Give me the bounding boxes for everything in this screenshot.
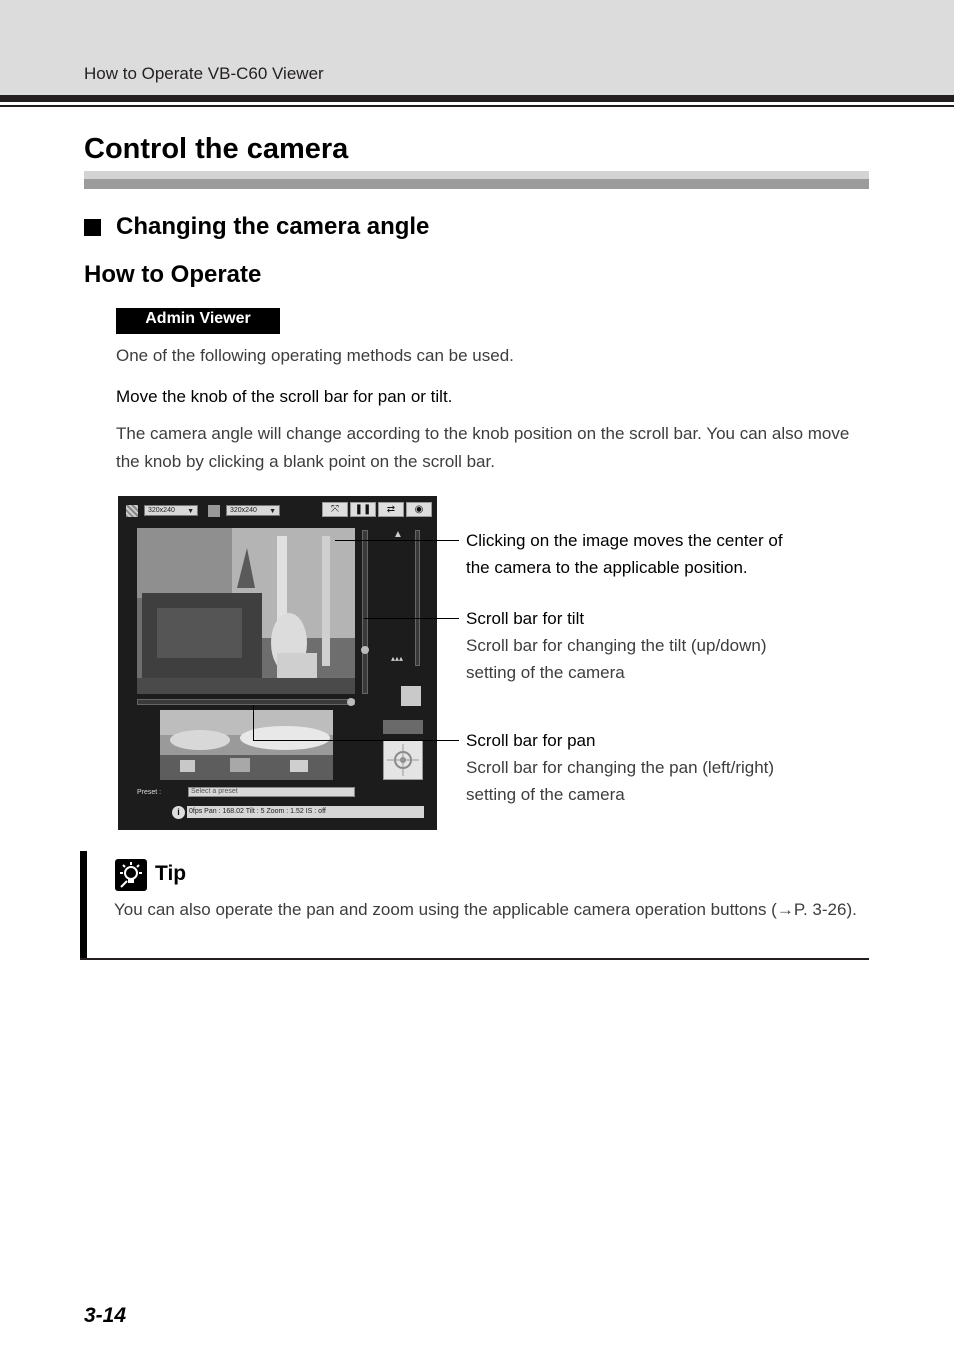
- backlight-icon[interactable]: [401, 686, 421, 706]
- pause-button[interactable]: [350, 502, 376, 517]
- page-title: Control the camera: [84, 133, 349, 165]
- tilt-callout-line1: Scroll bar for changing the tilt (up/down): [466, 636, 767, 655]
- pan-callout-line2: setting of the camera: [466, 785, 625, 804]
- description-paragraph: The camera angle will change according to the knob position on the scroll bar. You can also move the knob by clicking a blank point on the scroll bar.: [116, 424, 850, 471]
- tilt-callout-title: Scroll bar for tilt: [466, 609, 585, 628]
- preset-placeholder: Select a preset: [191, 788, 238, 795]
- chevron-down-icon: ▼: [187, 508, 194, 515]
- page-number: 3-14: [84, 1304, 127, 1327]
- pan-callout: [466, 727, 774, 808]
- display-size-select[interactable]: [226, 505, 280, 516]
- video-size-select[interactable]: [144, 505, 198, 516]
- swap-button[interactable]: [378, 502, 404, 517]
- pan-callout-line-vertical: [253, 705, 254, 741]
- square-bullet-icon: [84, 219, 101, 236]
- office-scene-image: [137, 528, 355, 694]
- pause-icon: ❚❚: [354, 504, 372, 515]
- tip-text: You can also operate the pan and zoom using the applicable camera operation buttons (→P. 3-26).: [114, 900, 857, 919]
- pan-scroll-knob[interactable]: [347, 698, 355, 706]
- tilt-callout-line2: setting of the camera: [466, 663, 625, 682]
- tilt-callout: [466, 605, 767, 686]
- tip-bottom-rule: [80, 958, 869, 960]
- ptz-status-box: [383, 720, 423, 734]
- panorama-image[interactable]: [160, 710, 333, 780]
- preset-select[interactable]: [188, 787, 355, 797]
- image-callout-line: [335, 540, 459, 541]
- header-rule-thick: [0, 95, 954, 102]
- step-paragraph: Move the knob of the scroll bar for pan or tilt.: [116, 387, 453, 406]
- image-callout-line2: the camera to the applicable position.: [466, 558, 748, 577]
- tip-left-bar: [80, 851, 87, 960]
- display-size-icon: [208, 505, 220, 517]
- pan-scroll-bar[interactable]: [137, 699, 355, 705]
- tilt-callout-line: [364, 618, 459, 619]
- image-callout: [466, 527, 783, 581]
- info-icon[interactable]: i: [172, 806, 185, 819]
- video-size-icon: [126, 505, 138, 517]
- section-heading: [84, 213, 429, 241]
- speaker-button[interactable]: [406, 502, 432, 517]
- tilt-scroll-bar[interactable]: [362, 530, 368, 694]
- admin-viewer-badge: Admin Viewer: [116, 308, 280, 334]
- section-heading-text: Changing the camera angle: [116, 213, 430, 240]
- pan-callout-line1: Scroll bar for changing the pan (left/right): [466, 758, 775, 777]
- title-underline-dark: [84, 179, 869, 189]
- fullscreen-button[interactable]: [322, 502, 348, 517]
- tip-label: Tip: [155, 862, 187, 885]
- chevron-down-icon: ▼: [269, 508, 276, 515]
- pan-callout-line: [253, 740, 459, 741]
- lightbulb-icon: [115, 859, 147, 891]
- swap-icon: ⇄: [386, 504, 396, 515]
- speaker-icon: ◉: [414, 504, 424, 515]
- viewer-toolbar: [122, 502, 434, 520]
- image-callout-line1: Clicking on the image moves the center of: [466, 531, 783, 550]
- running-title: How to Operate VB-C60 Viewer: [84, 64, 324, 83]
- zoom-wide-icon: ▴▴▴: [391, 654, 404, 663]
- zoom-scroll-bar[interactable]: [415, 530, 420, 666]
- pan-callout-title: Scroll bar for pan: [466, 731, 596, 750]
- video-size-value: 320x240: [148, 507, 175, 514]
- ptz-control-pad[interactable]: [383, 740, 423, 780]
- header-rule-thin: [0, 105, 954, 107]
- viewer-screenshot: [118, 496, 437, 830]
- tilt-scroll-knob[interactable]: [361, 646, 369, 654]
- crosshair-icon: [384, 741, 422, 779]
- preset-label: Preset :: [137, 789, 162, 796]
- status-bar: 0fps Pan : 168.02 Tilt : 5 Zoom : 1.52 IS : off: [187, 806, 424, 818]
- zoom-tele-icon: ▲: [393, 529, 403, 540]
- subsection-heading: How to Operate: [84, 261, 262, 288]
- intro-paragraph: One of the following operating methods can be used.: [116, 346, 514, 365]
- live-video-image[interactable]: [137, 528, 355, 694]
- panorama-scene: [160, 710, 333, 780]
- fullscreen-icon: ⤧: [331, 504, 339, 515]
- display-size-value: 320x240: [230, 507, 257, 514]
